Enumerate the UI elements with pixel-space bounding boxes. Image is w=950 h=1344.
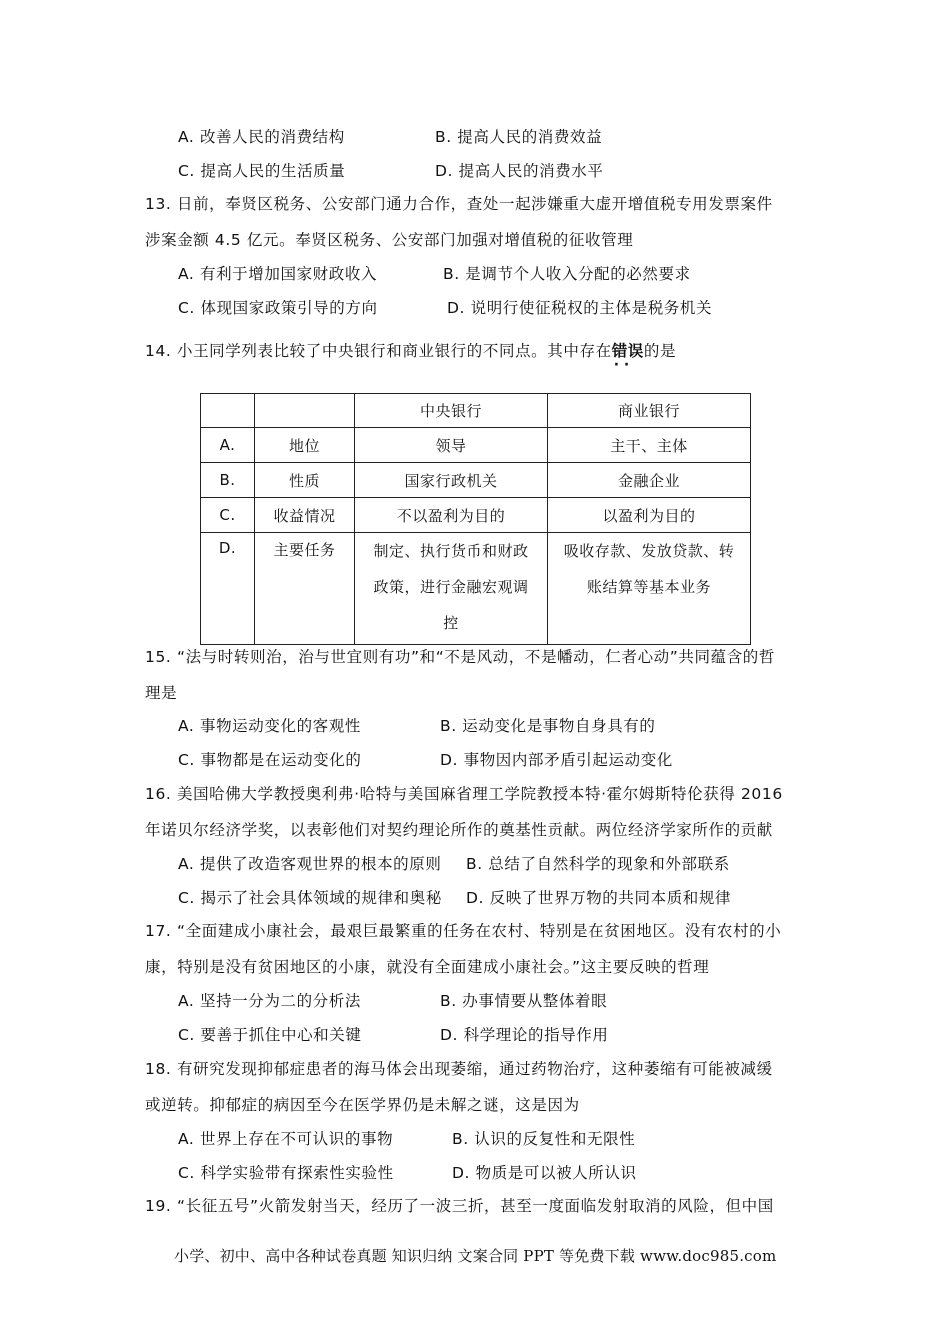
row-commercial: 以盈利为目的 [548,498,751,533]
table-row [201,533,751,645]
row-commercial: 主干、主体 [548,428,751,463]
q14-stem [145,340,676,362]
q18-option-c: C. 科学实验带有探索性实验性 [178,1164,394,1182]
q18-option-b: B. 认识的反复性和无限性 [452,1130,636,1148]
table-header-blank [201,394,255,428]
table-row [201,463,751,498]
q14-stem-text: 14. 小王同学列表比较了中央银行和商业银行的不同点。其中存在 [145,342,612,360]
row-item: 主要任务 [255,533,355,645]
bank-comparison-table [200,393,751,645]
row-central: 不以盈利为目的 [355,498,548,533]
q12-option-c: C. 提高人民的生活质量 [178,162,346,180]
q18-option-a: A. 世界上存在不可认识的事物 [178,1130,394,1148]
row-central-line2: 政策，进行金融宏观调 [373,578,529,596]
table-header-central: 中央银行 [355,394,548,428]
q16-option-b: B. 总结了自然科学的现象和外部联系 [466,855,730,873]
q12-option-a: A. 改善人民的消费结构 [178,128,345,146]
q17-option-d: D. 科学理论的指导作用 [440,1026,609,1044]
row-commercial-line2: 账结算等基本业务 [586,578,711,596]
q15-option-b: B. 运动变化是事物自身具有的 [440,717,656,735]
row-commercial: 金融企业 [548,463,751,498]
table-row [201,498,751,533]
q15-stem-line2: 理是 [145,684,178,702]
row-item: 收益情况 [255,498,355,533]
q13-stem-line1: 13. 日前，奉贤区税务、公安部门通力合作，查处一起涉嫌重大虚开增值税专用发票案件 [145,195,773,213]
q19-stem-line1: 19. “长征五号”火箭发射当天，经历了一波三折，甚至一度面临发射取消的风险，但中国 [145,1197,774,1215]
q14-emphasis: 错误 · · [612,340,644,362]
row-label: B. [201,463,255,498]
q17-option-c: C. 要善于抓住中心和关键 [178,1026,362,1044]
q15-option-c: C. 事物都是在运动变化的 [178,751,362,769]
q15-option-d: D. 事物因内部矛盾引起运动变化 [440,751,673,769]
q16-option-d: D. 反映了世界万物的共同本质和规律 [466,889,732,907]
table-header-commercial: 商业银行 [548,394,751,428]
q12-option-b: B. 提高人民的消费效益 [435,128,603,146]
row-item: 性质 [255,463,355,498]
table-row [201,428,751,463]
q16-option-c: C. 揭示了社会具体领域的规律和奥秘 [178,889,442,907]
q15-option-a: A. 事物运动变化的客观性 [178,717,361,735]
q13-option-d: D. 说明行使征税权的主体是税务机关 [447,299,713,317]
page-footer: 小学、初中、高中各种试卷真题 知识归纳 文案合同 PPT 等免费下载 www.doc985.com [174,1247,777,1265]
q13-option-b: B. 是调节个人收入分配的必然要求 [443,265,691,283]
q16-stem-line1: 16. 美国哈佛大学教授奥利弗·哈特与美国麻省理工学院教授本特·霍尔姆斯特伦获得 2016 [145,785,783,803]
row-central-line3: 控 [443,614,459,632]
q12-option-d: D. 提高人民的消费水平 [435,162,604,180]
q18-option-d: D. 物质是可以被人所认识 [452,1164,637,1182]
row-label: D. [201,533,255,645]
table-header-row [201,394,751,428]
q14-stem-end: 的是 [643,342,677,360]
row-central-line1: 制定、执行货币和财政 [373,542,529,560]
q13-option-a: A. 有利于增加国家财政收入 [178,265,378,283]
row-central [355,533,548,645]
q15-stem-line1: 15. “法与时转则治，治与世宜则有功”和“不是风动，不是幡动，仁者心动”共同蕴含的哲 [145,648,775,666]
row-label: C. [201,498,255,533]
row-commercial-line1: 吸收存款、发放贷款、转 [563,542,735,560]
q13-stem-line2: 涉案金额 4.5 亿元。奉贤区税务、公安部门加强对增值税的征收管理 [145,231,634,249]
q17-stem-line2: 康，特别是没有贫困地区的小康，就没有全面建成小康社会。”这主要反映的哲理 [145,958,710,976]
row-central: 领导 [355,428,548,463]
q18-stem-line2: 或逆转。抑郁症的病因至今在医学界仍是未解之谜，这是因为 [145,1096,580,1114]
q17-stem-line1: 17. “全面建成小康社会，最艰巨最繁重的任务在农村、特别是在贫困地区。没有农村的小 [145,922,782,940]
row-commercial [548,533,751,645]
table-header-blank [255,394,355,428]
q16-stem-line2: 年诺贝尔经济学奖，以表彰他们对契约理论所作的奠基性贡献。两位经济学家所作的贡献 [145,821,773,839]
row-label: A. [201,428,255,463]
row-central: 国家行政机关 [355,463,548,498]
q17-option-b: B. 办事情要从整体着眼 [440,992,608,1010]
row-item: 地位 [255,428,355,463]
q18-stem-line1: 18. 有研究发现抑郁症患者的海马体会出现萎缩，通过药物治疗，这种萎缩有可能被减缓 [145,1060,773,1078]
q16-option-a: A. 提供了改造客观世界的根本的原则 [178,855,442,873]
q17-option-a: A. 坚持一分为二的分析法 [178,992,361,1010]
q13-option-c: C. 体现国家政策引导的方向 [178,299,378,317]
